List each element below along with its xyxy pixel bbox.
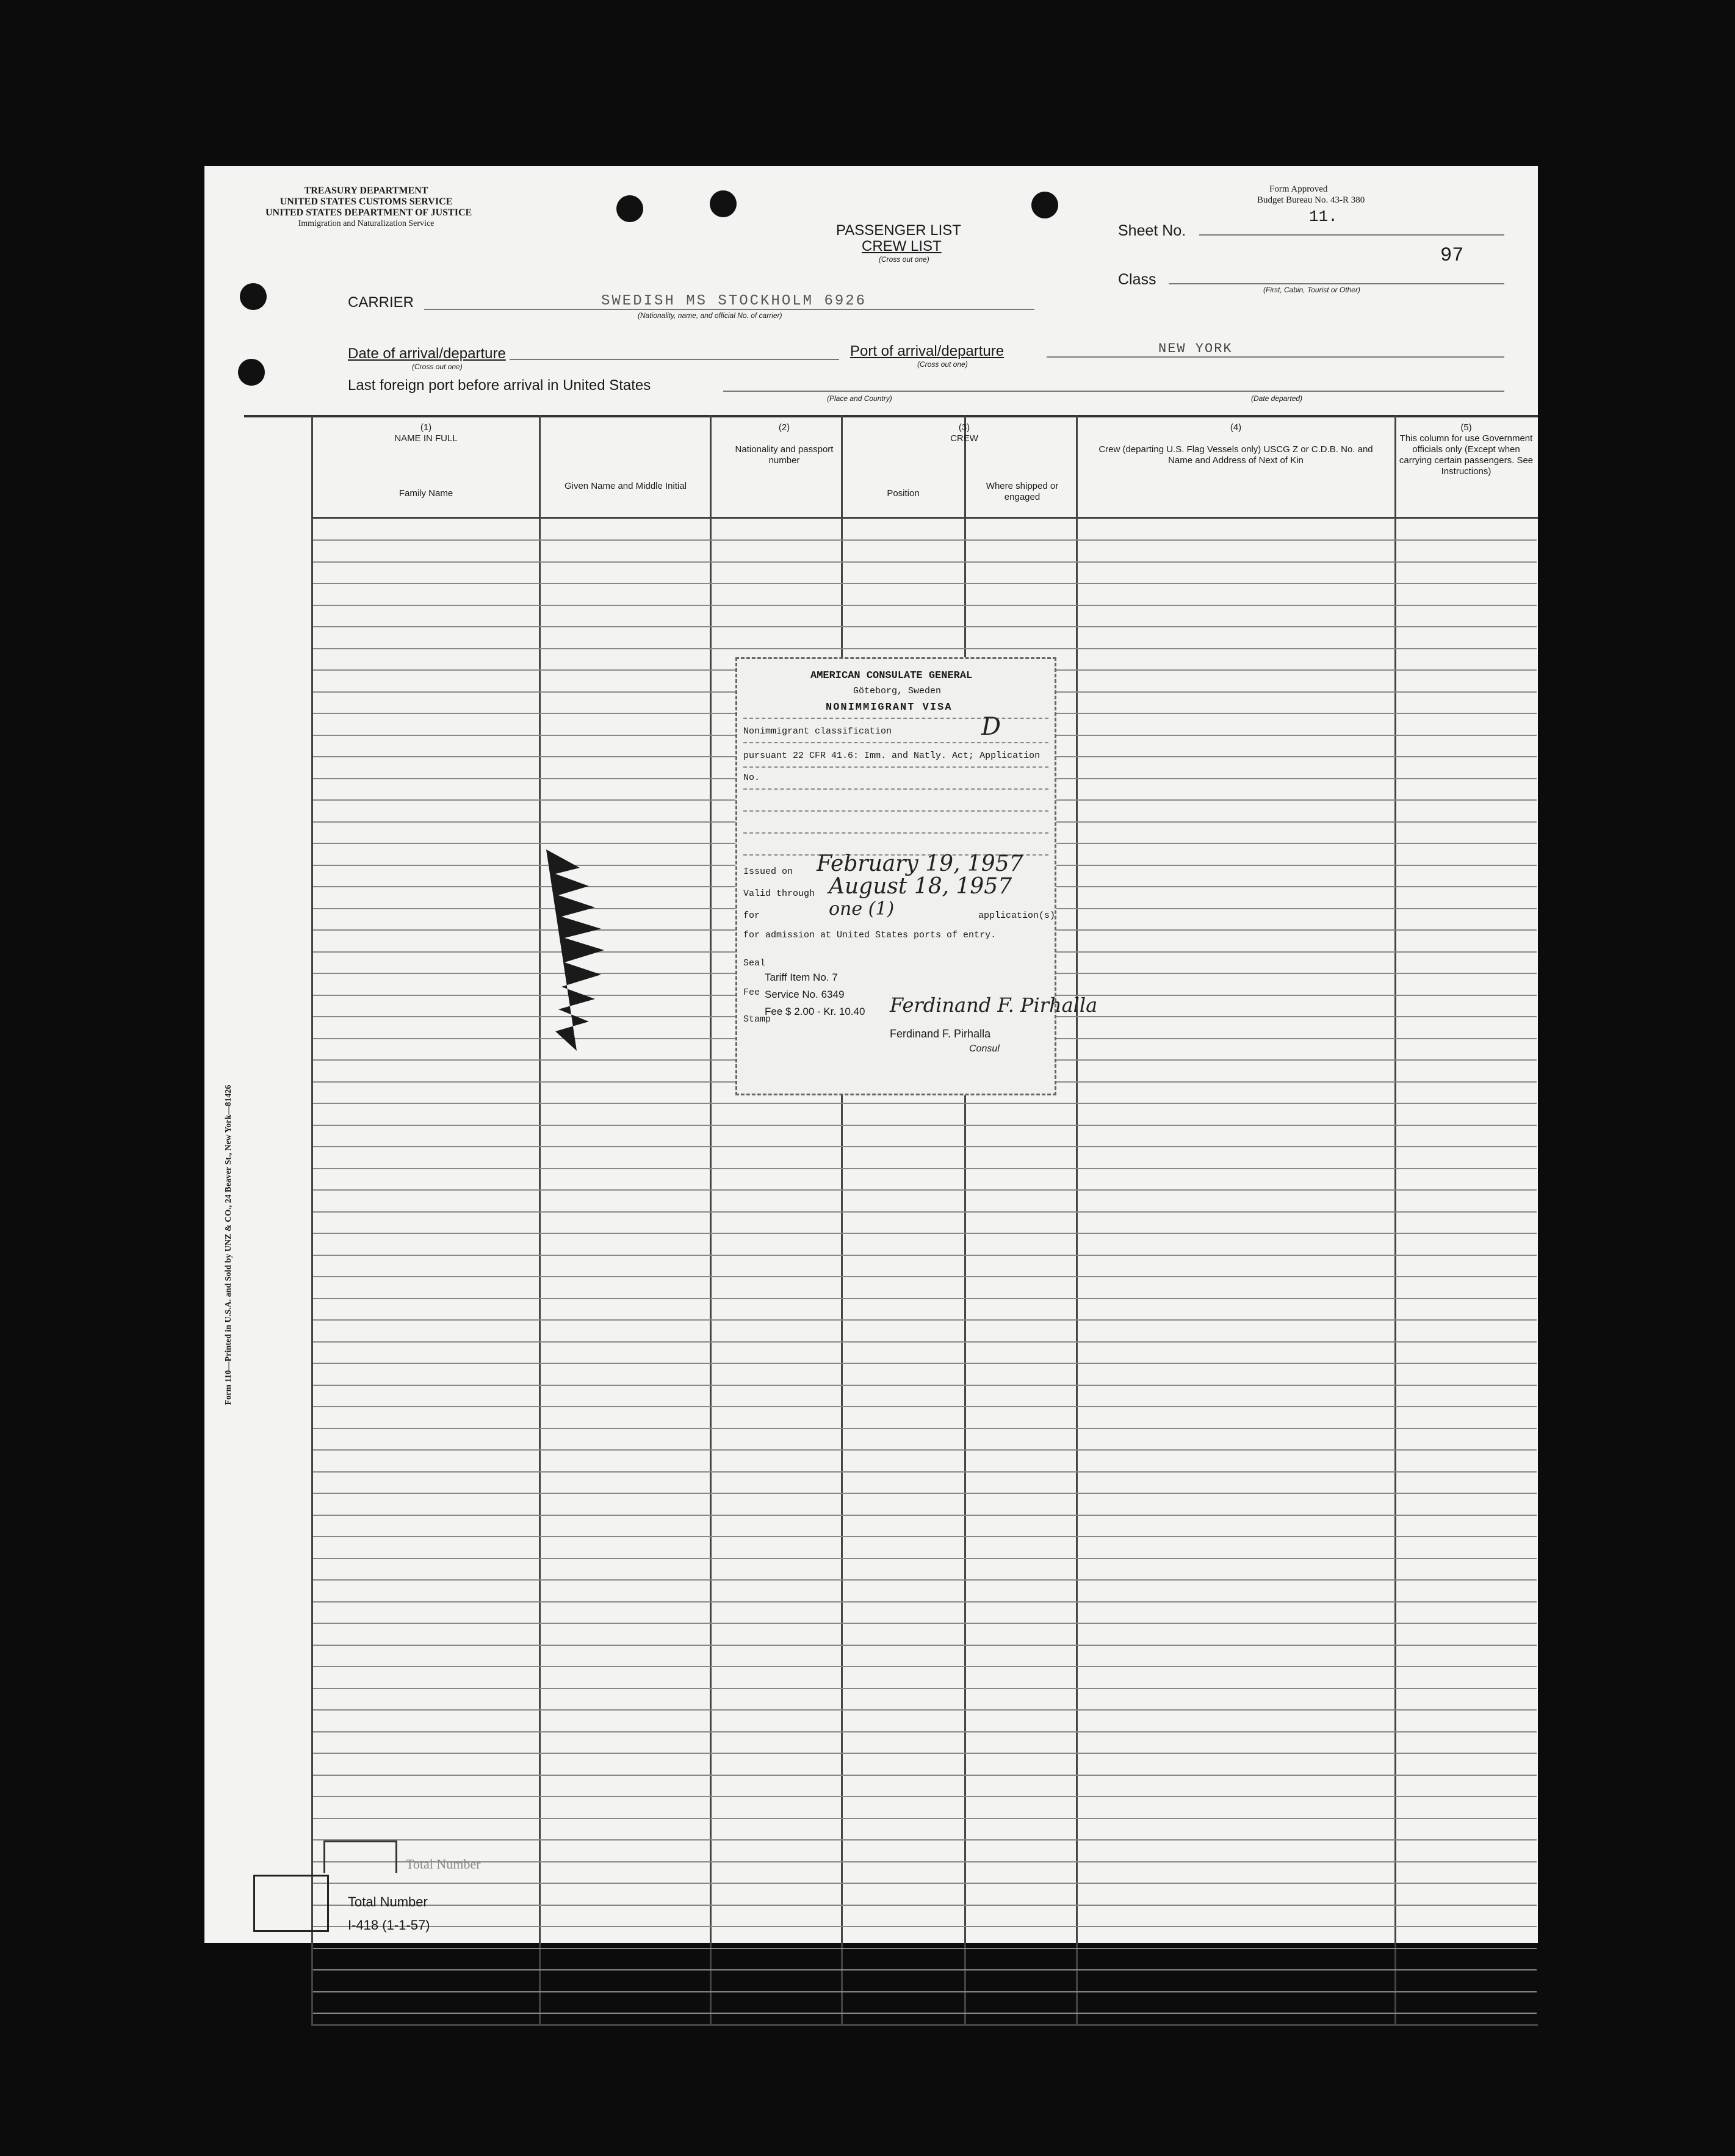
col4-header	[1089, 422, 1382, 466]
ruled-row-line	[313, 1428, 1537, 1429]
stamp-valid-value: August 18, 1957	[829, 874, 1012, 899]
family-name-header: Family Name	[399, 488, 453, 499]
form-paper	[204, 166, 1538, 1943]
stamp-issued-value: February 19, 1957	[817, 851, 1023, 876]
side-print: Form 110—Printed in U.S.A. and Sold by UNZ & CO., 24 Beaver St., New York—81426	[224, 1084, 233, 1405]
stamp-rule	[743, 742, 1048, 743]
col5-number: (5)	[1460, 422, 1472, 433]
sheet-number-stamp: 97	[1440, 244, 1464, 267]
ruled-row-line	[313, 1406, 1537, 1407]
consul-signature: Ferdinand F. Pirhalla	[890, 993, 1098, 1017]
port-arrival-value: NEW YORK	[1158, 341, 1233, 356]
stamp-fee-value: Fee $ 2.00 - Kr. 10.40	[765, 1006, 865, 1017]
ruled-row-line	[313, 626, 1537, 627]
ruled-row-line	[313, 583, 1537, 584]
col4-title: Crew (departing U.S. Flag Vessels only) USCG Z or C.D.B. No. and Name and Address of Next of Kin	[1098, 444, 1373, 466]
stamp-rule	[743, 810, 1048, 812]
form-code: I-418 (1-1-57)	[348, 1917, 430, 1933]
embossed-seal-mark	[543, 849, 613, 1051]
ruled-row-line	[313, 1471, 1537, 1473]
ruled-row-line	[313, 561, 1537, 563]
ruled-row-line	[313, 1385, 1537, 1386]
ruled-row-line	[313, 1969, 1537, 1970]
ruled-row-line	[313, 1276, 1537, 1277]
col5-header	[1398, 422, 1535, 477]
last-port-date-note: (Date departed)	[1251, 394, 1303, 403]
stamp-pursuant: pursuant 22 CFR 41.6: Imm. and Natly. Act; Application	[743, 751, 1041, 761]
carrier-note: (Nationality, name, and official No. of carrier)	[638, 311, 782, 320]
port-arrival-label: Port of arrival/departure	[850, 343, 1005, 359]
ruled-row-line	[313, 1536, 1537, 1537]
where-shipped-header: Where shipped or engaged	[986, 481, 1059, 502]
stamp-rule	[743, 766, 1048, 768]
last-port-place-note: (Place and Country)	[827, 394, 892, 403]
officer-name: Ferdinand F. Pirhalla	[890, 1028, 991, 1040]
title-crew-list: CREW LIST	[862, 238, 942, 254]
punch-hole	[238, 359, 265, 386]
stamp-rule	[743, 718, 1048, 719]
sheet-line	[1199, 234, 1504, 236]
stamp-applications-label: application(s)	[978, 910, 1056, 921]
stamp-visa-type: NONIMMIGRANT VISA	[826, 702, 953, 713]
ruled-row-line	[313, 1926, 1537, 1927]
ruled-row-line	[313, 1493, 1537, 1494]
ruled-row-line	[313, 1579, 1537, 1581]
dept-line: Immigration and Naturalization Service	[298, 219, 435, 228]
col5-title: This column for use Government officials only (Except when carrying certain passengers. See Instructions)	[1399, 433, 1534, 477]
cross-out-note: (Cross out one)	[879, 255, 929, 264]
punch-hole	[710, 190, 737, 217]
stamp-tariff: Tariff Item No. 7	[765, 972, 838, 983]
stamp-rule	[743, 788, 1048, 790]
col1-header	[314, 422, 538, 444]
class-label: Class	[1118, 271, 1156, 288]
ruled-row-line	[313, 605, 1537, 606]
total-number-label: Total Number	[348, 1894, 428, 1909]
ruled-row-line	[313, 1146, 1537, 1147]
ruled-row-line	[313, 1189, 1537, 1191]
column-divider	[1076, 415, 1078, 2026]
title-passenger-list: PASSENGER LIST	[836, 222, 961, 239]
ruled-row-line	[313, 1688, 1537, 1689]
col3-header	[845, 422, 1083, 444]
ruled-row-line	[313, 648, 1537, 649]
column-divider	[539, 415, 541, 2026]
column-divider	[710, 415, 712, 2026]
last-port-line	[723, 391, 1504, 392]
port-arrival-line	[1047, 356, 1504, 358]
stamp-fee-label: Fee	[743, 987, 760, 998]
ruled-row-line	[313, 1515, 1537, 1516]
punch-hole	[1031, 192, 1058, 218]
last-port-label: Last foreign port before arrival in United States	[348, 377, 651, 394]
header-bottom-rule	[311, 517, 1538, 519]
stamp-for-label: for	[743, 910, 760, 921]
ruled-row-line	[313, 1558, 1537, 1559]
ruled-row-line	[313, 1319, 1537, 1321]
stamp-service-no: Service No. 6349	[765, 989, 845, 1000]
given-name-header: Given Name and Middle Initial	[564, 481, 687, 491]
ruled-row-line	[313, 1839, 1537, 1841]
stamp-seal-label: Seal	[743, 958, 766, 968]
sheet-label: Sheet No.	[1118, 222, 1186, 239]
total-number-faint: Total Number	[406, 1856, 481, 1872]
stamp-no-label: No.	[743, 773, 760, 783]
position-header: Position	[887, 488, 920, 499]
punch-hole	[616, 195, 643, 222]
ruled-row-line	[313, 1601, 1537, 1603]
dept-line: UNITED STATES CUSTOMS SERVICE	[280, 196, 453, 207]
visa-stamp	[735, 657, 1098, 1095]
carrier-value: SWEDISH MS STOCKHOLM 6926	[601, 293, 867, 309]
total-box	[253, 1875, 329, 1932]
stamp-title: AMERICAN CONSULATE GENERAL	[810, 670, 973, 682]
ruled-row-line	[313, 1861, 1537, 1862]
form-approved: Form Approved	[1269, 184, 1328, 194]
column-divider	[964, 415, 966, 2026]
ruled-row-line	[313, 1125, 1537, 1126]
stamp-stamp-label: Stamp	[743, 1014, 771, 1025]
ruled-row-line	[313, 1363, 1537, 1364]
ruled-row-line	[313, 1991, 1537, 1992]
column-divider	[311, 415, 313, 2026]
table-bottom-rule	[311, 2024, 1538, 2026]
date-arrival-label: Date of arrival/departure	[348, 345, 506, 362]
total-box-outline	[323, 1841, 397, 1873]
stamp-issued-label: Issued on	[743, 867, 793, 877]
dept-line: UNITED STATES DEPARTMENT OF JUSTICE	[265, 207, 472, 218]
col3-number: (3)	[958, 422, 970, 433]
class-line	[1169, 283, 1504, 284]
column-divider	[841, 415, 843, 2026]
dept-header	[265, 186, 472, 229]
col2-number: (2)	[778, 422, 790, 433]
ruled-row-line	[313, 1298, 1537, 1299]
stamp-valid-label: Valid through	[743, 889, 815, 899]
ruled-row-line	[313, 1796, 1537, 1797]
ruled-row-line	[313, 1623, 1537, 1624]
ruled-row-line	[313, 1709, 1537, 1711]
ruled-row-line	[313, 1818, 1537, 1819]
ruled-row-line	[313, 1948, 1537, 1949]
dept-line: TREASURY DEPARTMENT	[304, 186, 428, 196]
port-arrival-note: (Cross out one)	[917, 360, 968, 369]
date-arrival-line	[510, 359, 839, 360]
col2-title: Nationality and passport number	[735, 444, 834, 466]
ruled-row-line	[313, 1103, 1537, 1104]
col4-number: (4)	[1230, 422, 1242, 433]
ruled-row-line	[313, 1666, 1537, 1667]
date-arrival-note: (Cross out one)	[412, 362, 463, 371]
ruled-row-line	[313, 1775, 1537, 1776]
ruled-row-line	[313, 1645, 1537, 1646]
ruled-row-line	[313, 1341, 1537, 1343]
ruled-row-line	[313, 1753, 1537, 1754]
stamp-location: Göteborg, Sweden	[853, 686, 942, 696]
col1-title: NAME IN FULL	[394, 433, 458, 444]
ruled-row-line	[313, 1233, 1537, 1234]
budget-bureau: Budget Bureau No. 43-R 380	[1257, 195, 1365, 205]
carrier-label: CARRIER	[348, 294, 414, 311]
ruled-row-line	[313, 539, 1537, 541]
col3-title: CREW	[950, 433, 978, 444]
ruled-row-line	[313, 1883, 1537, 1884]
col2-header	[729, 422, 839, 466]
ruled-row-line	[313, 1449, 1537, 1451]
sheet-value: 11.	[1309, 207, 1338, 226]
ruled-row-line	[313, 2013, 1537, 2014]
table-top-rule	[244, 415, 1538, 417]
stamp-admission: for admission at United States ports of entry.	[743, 930, 997, 940]
stamp-classification-value: D	[981, 713, 1001, 741]
ruled-row-line	[313, 1255, 1537, 1256]
ruled-row-line	[313, 1731, 1537, 1732]
class-note: (First, Cabin, Tourist or Other)	[1263, 286, 1360, 294]
ruled-row-line	[313, 1168, 1537, 1169]
ruled-row-line	[313, 1211, 1537, 1213]
stamp-classification-label: Nonimmigrant classification	[743, 726, 892, 737]
officer-title: Consul	[969, 1044, 1000, 1054]
ruled-row-line	[313, 1905, 1537, 1906]
stamp-for-value: one (1)	[829, 898, 895, 920]
column-divider	[1394, 415, 1396, 2026]
punch-hole	[240, 283, 267, 310]
col1-number: (1)	[420, 422, 432, 433]
stamp-rule	[743, 832, 1048, 834]
